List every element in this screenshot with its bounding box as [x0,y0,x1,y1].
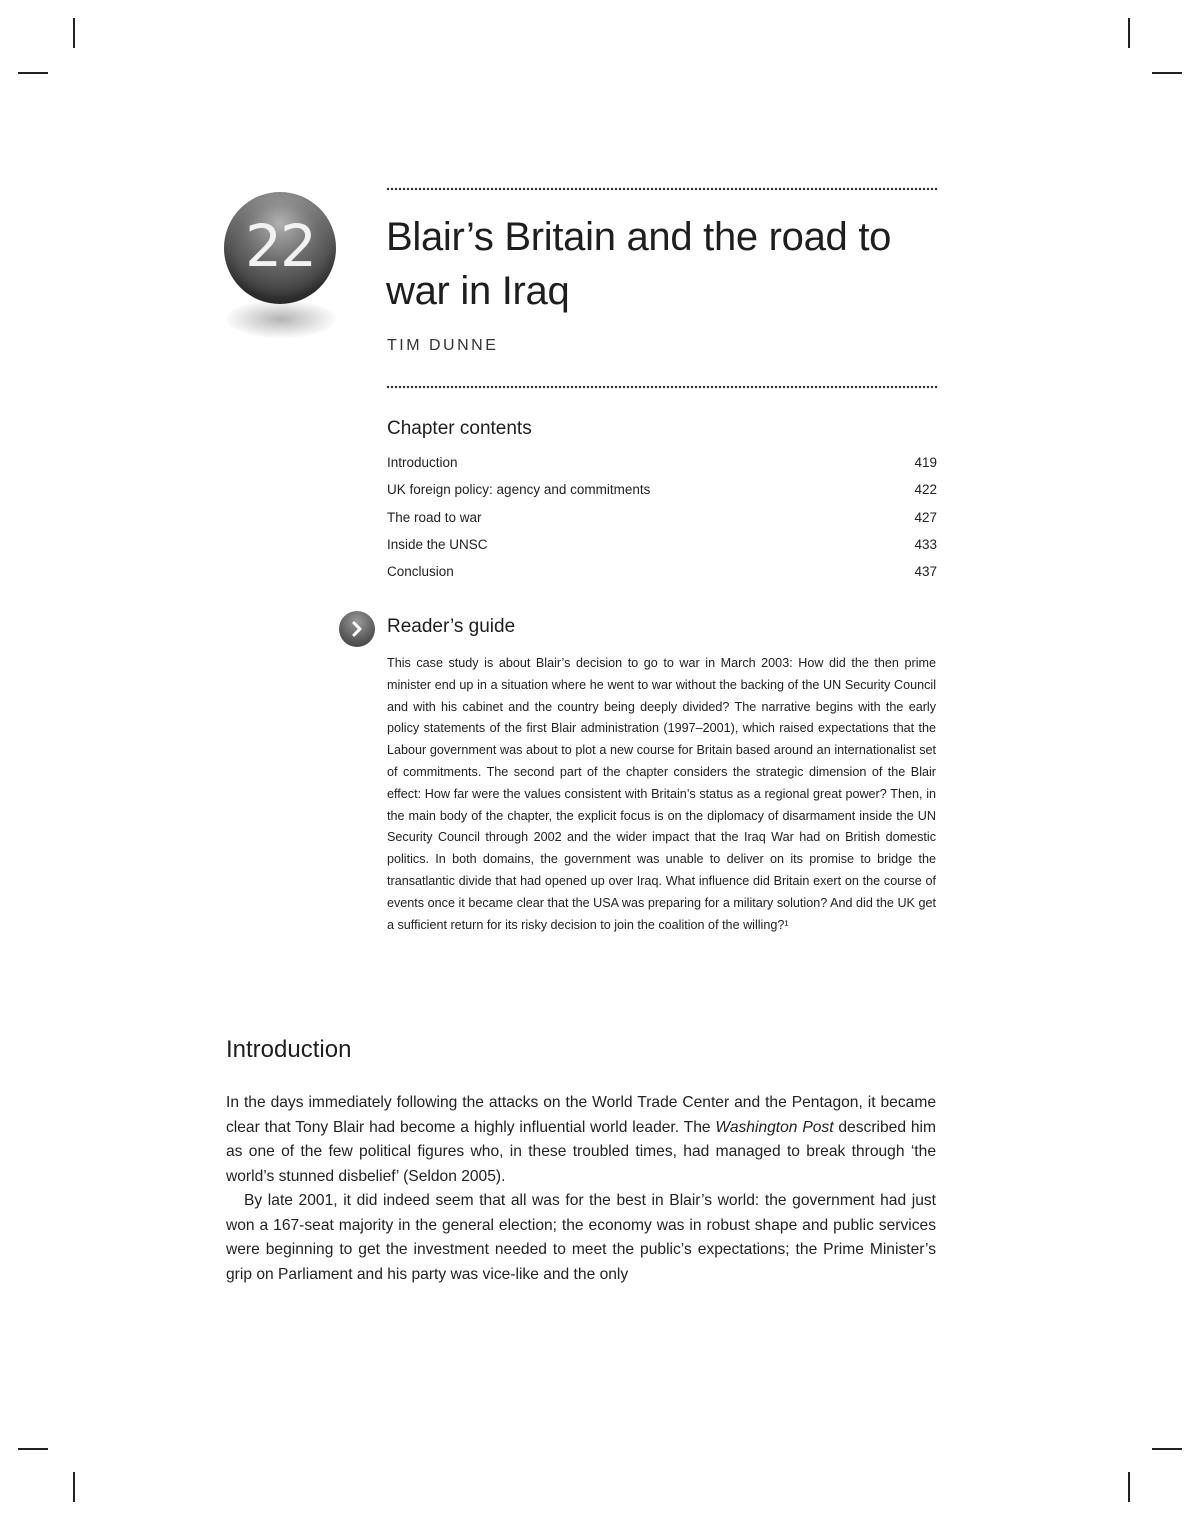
introduction-paragraph-2: By late 2001, it did indeed seem that all was for the best in Blair’s world: the government had just won a 167-seat majority in the general election; the economy was in robust shape and public services were beginning to get the investment needed to meet the public’s expectations; the Prime Minister’s grip on Parliament and his party was vice-like and the only [226,1192,936,1283]
contents-list [387,455,937,591]
contents-heading: Chapter contents [387,418,532,439]
paragraph-text: described him as one of the few political figures who, in these troubled times, had managed to break through ‘the world’s stunned disbelief’ (Seldon 2005). [226,1118,936,1185]
contents-item[interactable] [387,510,937,537]
crop-mark [1152,72,1182,74]
readers-guide-heading: Reader’s guide [387,616,516,637]
crop-mark [18,72,48,74]
contents-item-label: UK foreign policy: agency and commitments [387,482,651,498]
contents-item[interactable] [387,455,937,482]
chapter-number: 22 [245,212,315,280]
introduction-heading: Introduction [226,1036,352,1063]
chapter-badge-shadow [226,300,336,338]
crop-mark [18,1448,48,1450]
contents-item-page: 437 [914,564,937,580]
chapter-title: Blair’s Britain and the road to war in Iraq [386,215,892,313]
introduction-paragraph-1 [226,1091,936,1189]
chapter-number-badge [224,192,336,304]
crop-mark [1128,18,1130,48]
paragraph-text: In the days immediately following the attacks on the World Trade Center and the Pentagon, it became clear that Tony Blair had become a highly influential world leader. The [226,1094,936,1136]
dotted-rule-top [386,187,938,191]
crop-mark [73,18,75,48]
contents-item[interactable] [387,564,937,591]
contents-item-label: The road to war [387,509,482,525]
crop-mark [1152,1448,1182,1450]
arrow-right-icon [339,611,375,647]
italic-title: Washington Post [715,1118,834,1136]
contents-item[interactable] [387,537,937,564]
chapter-author: TIM DUNNE [387,337,499,354]
dotted-rule-bottom [386,385,938,389]
contents-item-label: Inside the UNSC [387,536,488,552]
contents-item-label: Conclusion [387,564,454,580]
contents-item-label: Introduction [387,455,458,470]
contents-item-page: 422 [914,482,937,498]
contents-item-page: 433 [914,536,937,552]
contents-item[interactable] [387,482,937,509]
crop-mark [1128,1472,1130,1502]
crop-mark [73,1472,75,1502]
contents-item-page: 419 [914,455,937,470]
readers-guide-text: This case study is about Blair’s decision to go to war in March 2003: How did the then prime minister end up in a situation where he went to war without the backing of the UN Security Council and with his cabinet and the country being deeply divided? The narrative begins with the early policy statements of the first Blair administration (1997–2001), which raised expectations that the Labour government was about to plot a new course for Britain based around an internationalist set of commitments. The second part of the chapter considers the strategic dimension of the Blair effect: How far were the values consistent with Britain’s status as a regional great power? Then, in the main body of the chapter, the explicit focus is on the diplomacy of disarmament inside the UN Security Council through 2002 and the wider impact that the Iraq War had on British domestic politics. In both domains, the government was unable to deliver on its promise to bridge the transatlantic divide that had opened up over Iraq. What influence did Britain exert on the course of events once it became clear that the USA was preparing for a military solution? And did the UK get a sufficient return for its risky decision to join the coalition of the willing?¹ [387,656,936,932]
contents-item-page: 427 [914,509,937,525]
